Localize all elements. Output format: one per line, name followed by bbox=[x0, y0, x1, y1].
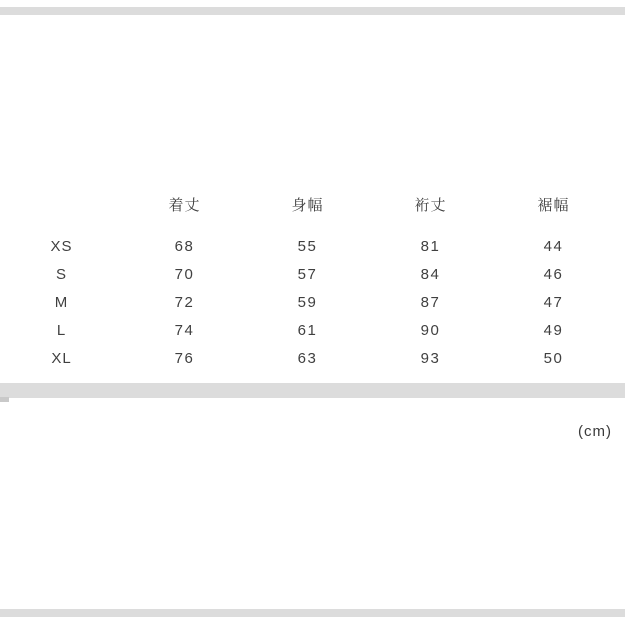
header-cell-sleeve-length: 裄丈 bbox=[414, 196, 447, 214]
value-cell: 59 bbox=[297, 293, 318, 311]
value-cell: 93 bbox=[420, 349, 441, 367]
value-cell: 70 bbox=[174, 265, 195, 283]
unit-label: (cm) bbox=[578, 423, 612, 440]
value-cell: 87 bbox=[420, 293, 441, 311]
value-cell: 46 bbox=[543, 265, 564, 283]
table-row-l bbox=[0, 316, 615, 344]
top-divider-bar bbox=[0, 7, 625, 15]
value-cell: 68 bbox=[174, 237, 195, 255]
header-cell-body-length: 着丈 bbox=[168, 196, 201, 214]
value-cell: 55 bbox=[297, 237, 318, 255]
value-cell: 61 bbox=[297, 321, 318, 339]
value-cell: 90 bbox=[420, 321, 441, 339]
value-cell: 84 bbox=[420, 265, 441, 283]
header-row bbox=[0, 190, 615, 218]
size-label: M bbox=[54, 293, 69, 311]
bar-notch bbox=[0, 397, 9, 402]
size-label: XS bbox=[50, 237, 73, 255]
size-chart-table bbox=[0, 190, 615, 372]
value-cell: 72 bbox=[174, 293, 195, 311]
table-row-m bbox=[0, 288, 615, 316]
value-cell: 47 bbox=[543, 293, 564, 311]
value-cell: 49 bbox=[543, 321, 564, 339]
size-label: XL bbox=[51, 349, 72, 367]
size-label: L bbox=[56, 321, 67, 339]
value-cell: 50 bbox=[543, 349, 564, 367]
table-row-xl bbox=[0, 344, 615, 372]
value-cell: 63 bbox=[297, 349, 318, 367]
value-cell: 74 bbox=[174, 321, 195, 339]
table-row-xs bbox=[0, 232, 615, 260]
value-cell: 76 bbox=[174, 349, 195, 367]
value-cell: 81 bbox=[420, 237, 441, 255]
header-cell-body-width: 身幅 bbox=[291, 196, 324, 214]
table-row-s bbox=[0, 260, 615, 288]
value-cell: 57 bbox=[297, 265, 318, 283]
middle-divider-bar bbox=[0, 383, 625, 398]
header-cell-hem-width: 裾幅 bbox=[537, 196, 570, 214]
size-label: S bbox=[55, 265, 67, 283]
bottom-divider-bar bbox=[0, 609, 625, 617]
value-cell: 44 bbox=[543, 237, 564, 255]
